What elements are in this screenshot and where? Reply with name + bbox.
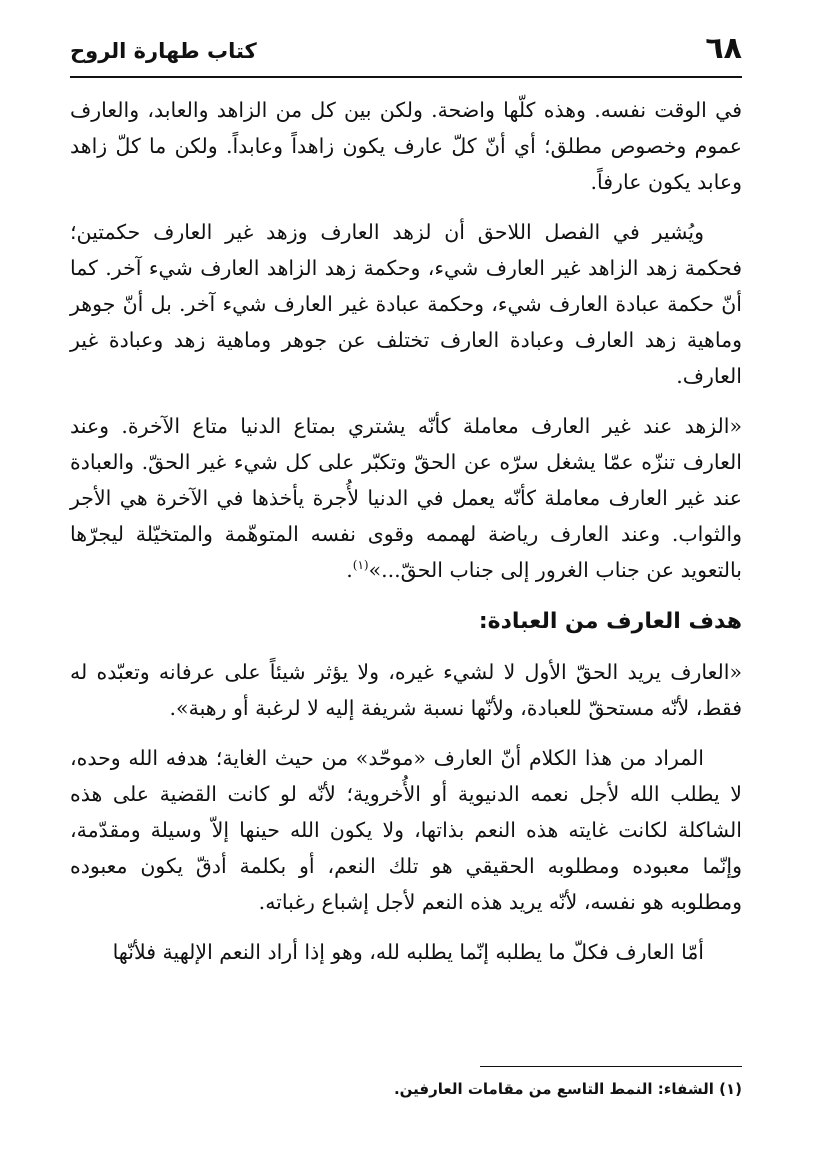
footnote-divider — [480, 1066, 742, 1067]
footnote-reference[interactable]: (١) — [352, 558, 369, 573]
paragraph-3-quote — [70, 408, 742, 588]
running-header — [70, 26, 742, 78]
paragraph-3-text: «الزهد عند غير العارف معاملة كأنّه يشتري بمتاع الدنيا متاع الآخرة. وعند العارف تنزّه عمّا يشغل سرّه عن الحقّ وتكبّر على كل شيء غير الحقّ. والعبادة عند غير العارف معاملة كأنّه يعمل في الدنيا لأُجرة يأخذها في الآخرة هي الأجر والثواب. وعند العارف رياضة لهممه وقوى نفسه المتوهّمة والمتخيّلة ليجرّها بالتعويد عن جناب الغرور إلى جناب الحقّ...» — [70, 414, 742, 582]
body-text — [70, 92, 742, 984]
book-title: كتاب طهارة الروح — [70, 38, 257, 63]
page-number: ٦٨ — [705, 31, 742, 66]
section-heading: هدف العارف من العبادة: — [478, 609, 742, 634]
footnote-marker: (١) — [719, 1080, 742, 1098]
section-paragraph-1: «العارف يريد الحقّ الأول لا لشيء غيره، ولا يؤثر شيئاً على عرفانه وتعبّده له فقط، لأنّه مستحقّ للعبادة، ولأنّها نسبة شريفة إليه لا لرغبة أو رهبة». — [70, 660, 742, 720]
footnote — [70, 1078, 742, 1100]
section-paragraph-3: أمّا العارف فكلّ ما يطلبه إنّما يطلبه لله، وهو إذا أراد النعم الإلهية فلأنّها — [112, 940, 704, 964]
paragraph-3-trailing: . — [346, 558, 353, 582]
footnote-text: الشفاء: النمط التاسع من مقامات العارفين. — [393, 1080, 714, 1098]
section-paragraph-2: المراد من هذا الكلام أنّ العارف «موحّد» من حيث الغاية؛ هدفه الله وحده، لا يطلب الله لأجل نعمه الدنيوية أو الأُخروية؛ لأنّه لو كانت القضية على هذه الشاكلة لكانت غايته هذه النعم بذاتها، ولا يكون الله حينها إلاّ وسيلة ومقدّمة، وإنّما معبوده ومطلوبه الحقيقي هو تلك النعم، أو بكلمة أدقّ يكون معبوده ومطلوبه هو نفسه، لأنّه يريد هذه النعم لأجل إشباع رغباته. — [70, 746, 742, 914]
paragraph-2: ويُشير في الفصل اللاحق أن لزهد العارف وزهد غير العارف حكمتين؛ فحكمة زهد الزاهد غير العارف شيء، وحكمة زهد الزاهد العارف شيء آخر. كما أنّ حكمة عبادة العارف شيء، وحكمة عبادة غير العارف شيء آخر. بل أنّ جوهر وماهية زهد العارف وعبادة العارف تختلف عن جوهر وماهية زهد وعبادة غير العارف. — [70, 220, 742, 388]
paragraph-1: في الوقت نفسه. وهذه كلّها واضحة. ولكن بين كل من الزاهد والعابد، والعارف عموم وخصوص مطلق؛ أي أنّ كلّ عارف يكون زاهداً وعابداً. ولكن ما كلّ زاهد وعابد يكون عارفاً. — [70, 98, 742, 194]
